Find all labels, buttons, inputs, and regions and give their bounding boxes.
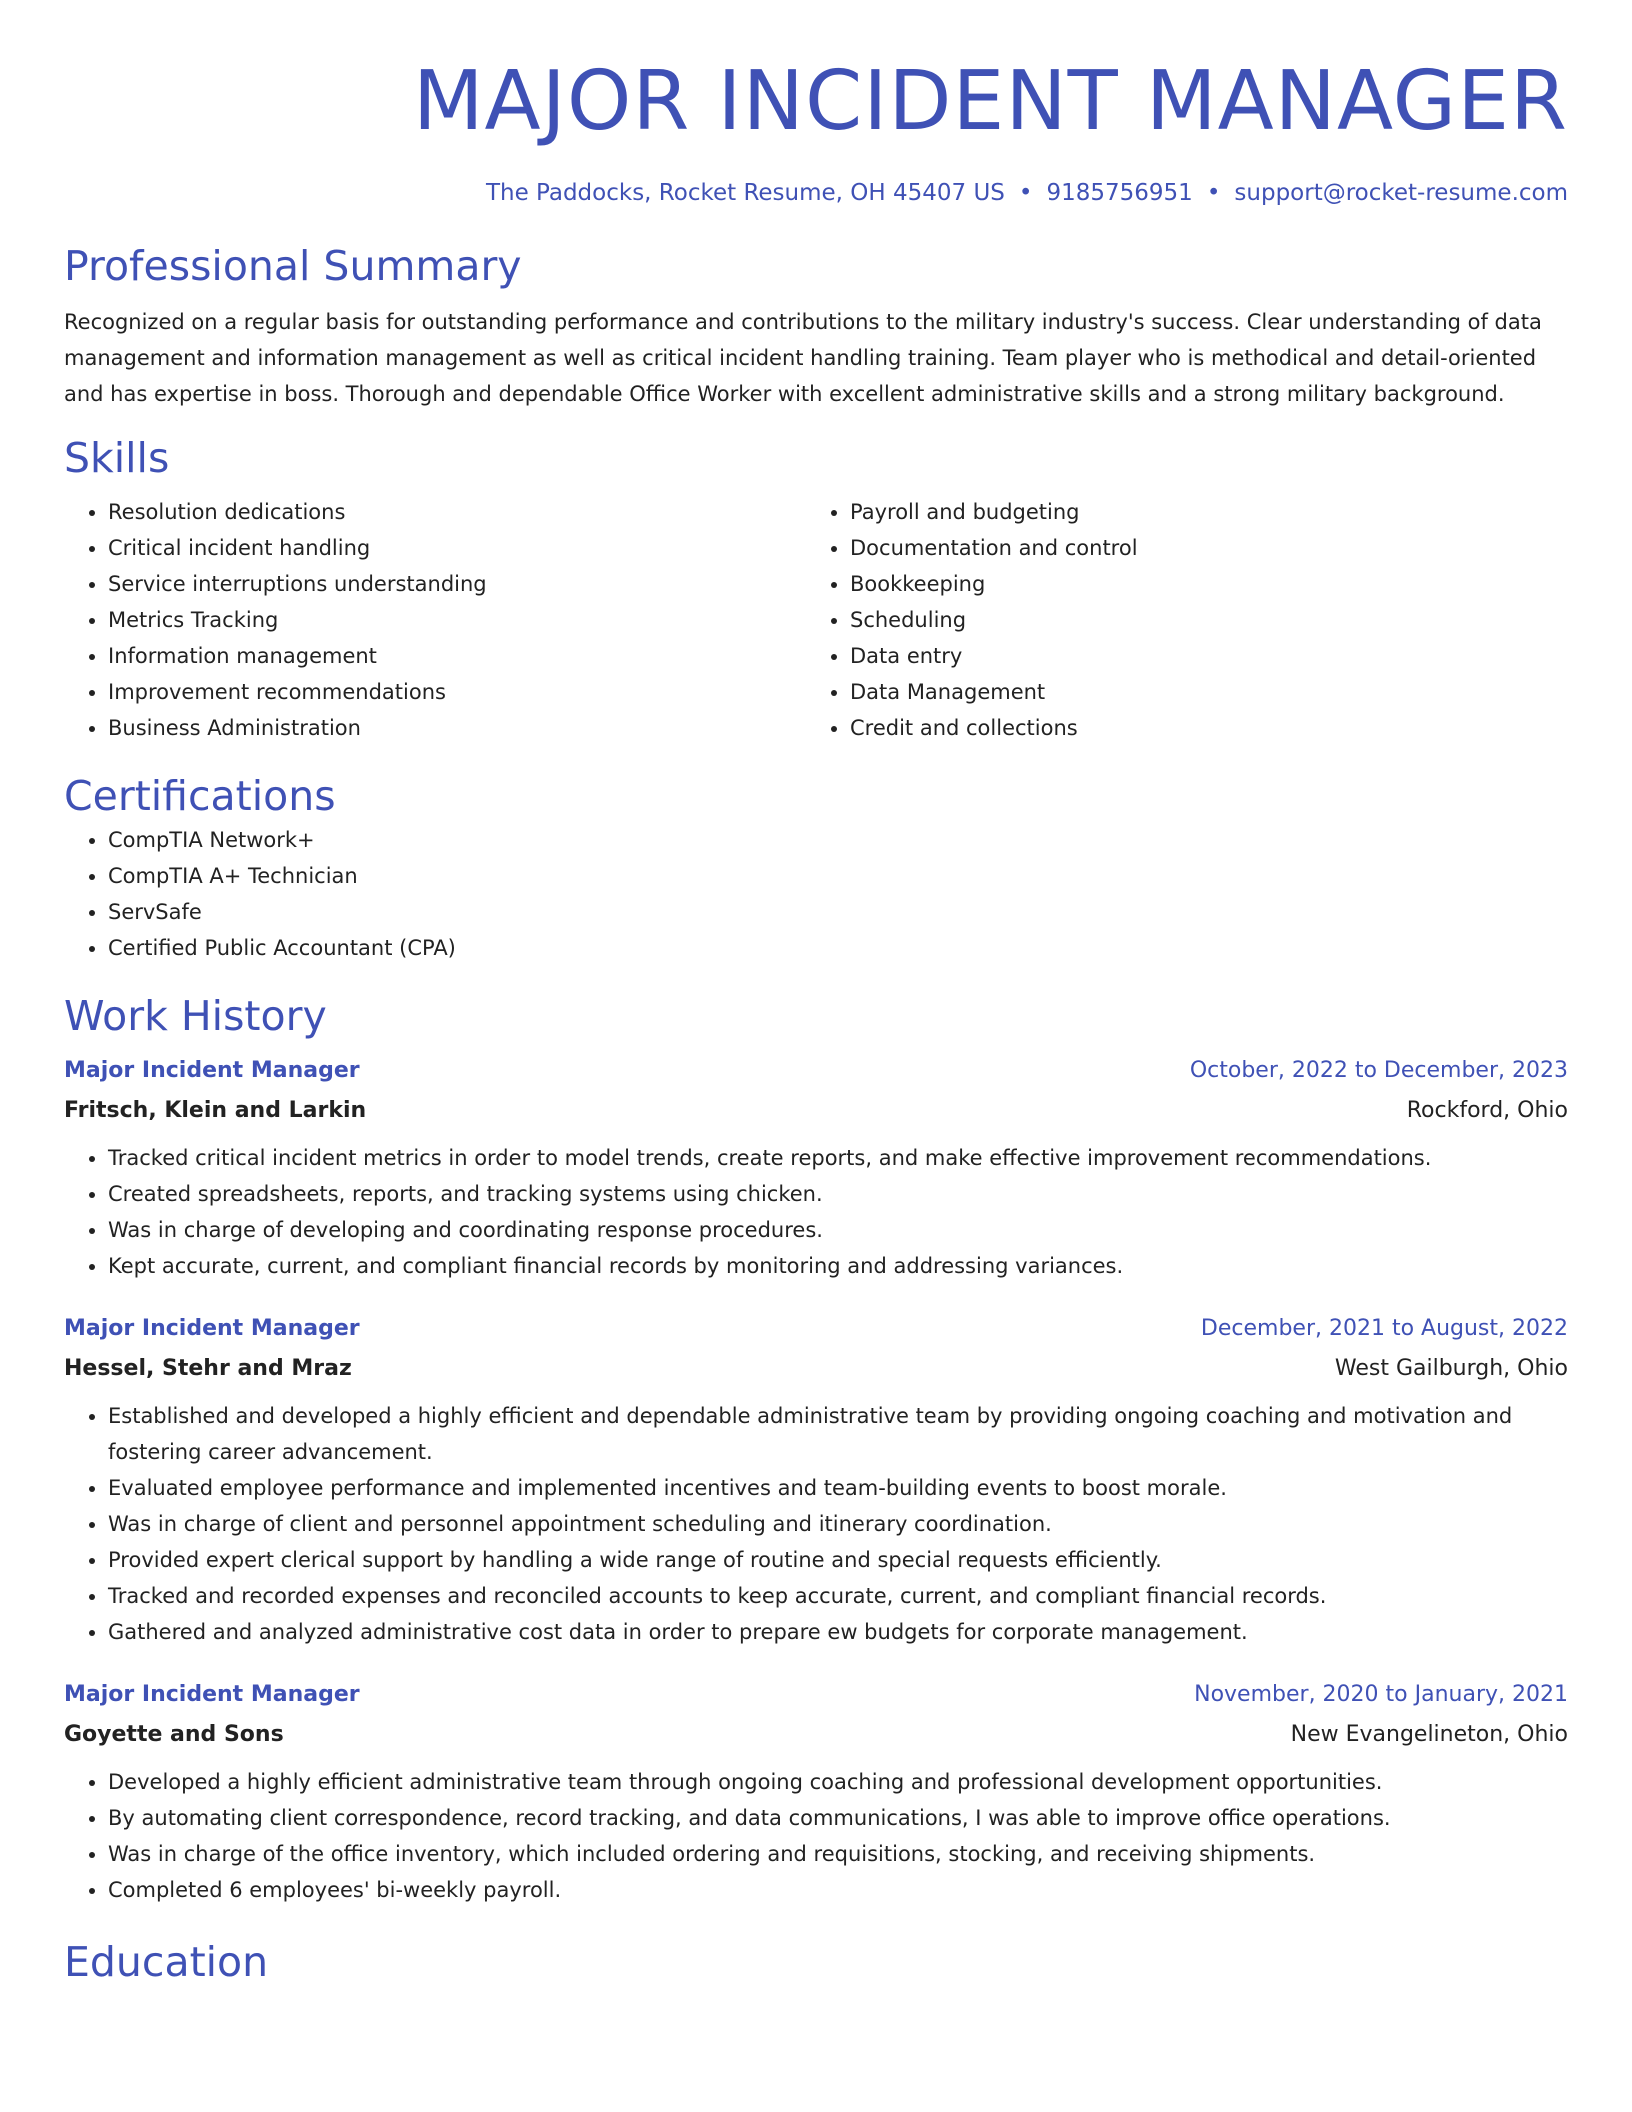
job-header (64, 1314, 1568, 1344)
job-entry (64, 1314, 1568, 1650)
job-bullet: • By automating client correspondence, record tracking, and data communications, I was able to improve office operations. (108, 1800, 1568, 1836)
skill-item: • Credit and collections (850, 710, 1548, 746)
job-bullets (64, 1764, 1568, 1908)
skills-column-left (64, 494, 806, 746)
job-subheader (64, 1720, 1568, 1750)
contact-address: The Paddocks, Rocket Resume, OH 45407 US (485, 180, 1005, 206)
skill-item: • Data entry (850, 638, 1548, 674)
job-bullet: • Established and developed a highly efficient and dependable administrative team by providing ongoing coaching and motivation and fostering career advancement. (108, 1398, 1568, 1470)
job-location: West Gailburgh, Ohio (1334, 1356, 1568, 1381)
job-company: Fritsch, Klein and Larkin (64, 1098, 367, 1123)
job-subheader (64, 1354, 1568, 1384)
job-bullet: • Provided expert clerical support by handling a wide range of routine and special requests efficiently. (108, 1542, 1568, 1578)
job-entry (64, 1056, 1568, 1284)
job-title: Major Incident Manager (64, 1682, 360, 1707)
certifications-list (64, 822, 1568, 966)
job-bullet: • Was in charge of client and personnel appointment scheduling and itinerary coordination. (108, 1506, 1568, 1542)
resume-page (64, 0, 1568, 1988)
section-title-skills: Skills (64, 434, 170, 482)
job-subheader (64, 1096, 1568, 1126)
section-title-work-history: Work History (64, 992, 327, 1040)
job-location: Rockford, Ohio (1406, 1098, 1568, 1123)
job-dates: December, 2021 to August, 2022 (1200, 1316, 1568, 1341)
skill-item: • Critical incident handling (108, 530, 806, 566)
skill-item: • Service interruptions understanding (108, 566, 806, 602)
job-header (64, 1056, 1568, 1086)
certification-item: • ServSafe (108, 894, 1568, 930)
job-company: Hessel, Stehr and Mraz (64, 1356, 352, 1381)
certification-item: • CompTIA A+ Technician (108, 858, 1568, 894)
job-bullets (64, 1140, 1568, 1284)
skill-item: • Resolution dedications (108, 494, 806, 530)
contact-phone: 9185756951 (1046, 180, 1193, 206)
job-entry (64, 1680, 1568, 1908)
job-bullet: • Was in charge of the office inventory, which included ordering and requisitions, stocking, and receiving shipments. (108, 1836, 1568, 1872)
skill-item: • Documentation and control (850, 530, 1548, 566)
resume-header (64, 0, 1568, 208)
job-bullet: • Was in charge of developing and coordinating response procedures. (108, 1212, 1568, 1248)
job-bullet: • Created spreadsheets, reports, and tracking systems using chicken. (108, 1176, 1568, 1212)
skills-list (64, 494, 1568, 746)
skill-item: • Business Administration (108, 710, 806, 746)
job-bullet: • Evaluated employee performance and implemented incentives and team-building events to boost morale. (108, 1470, 1568, 1506)
skill-item: • Metrics Tracking (108, 602, 806, 638)
job-dates: October, 2022 to December, 2023 (1189, 1058, 1568, 1083)
job-bullets (64, 1398, 1568, 1650)
section-title-summary: Professional Summary (64, 242, 522, 290)
contact-separator: • (1206, 180, 1221, 206)
section-title-education: Education (64, 1938, 269, 1986)
contact-email[interactable]: support@rocket-resume.com (1234, 180, 1568, 206)
section-title-certifications: Certifications (64, 772, 336, 820)
skill-item: • Data Management (850, 674, 1548, 710)
skill-item: • Information management (108, 638, 806, 674)
certification-item: • Certified Public Accountant (CPA) (108, 930, 1568, 966)
skill-item: • Scheduling (850, 602, 1548, 638)
job-bullet: • Tracked critical incident metrics in order to model trends, create reports, and make effective improvement recommendations. (108, 1140, 1568, 1176)
skill-item: • Bookkeeping (850, 566, 1548, 602)
certification-item: • CompTIA Network+ (108, 822, 1568, 858)
job-bullet: • Tracked and recorded expenses and reconciled accounts to keep accurate, current, and compliant financial records. (108, 1578, 1568, 1614)
job-title: Major Incident Manager (64, 1316, 360, 1341)
contact-line (64, 178, 1568, 208)
candidate-name: MAJOR INCIDENT MANAGER (412, 54, 1568, 149)
job-bullet: • Completed 6 employees' bi-weekly payroll. (108, 1872, 1568, 1908)
skill-item: • Payroll and budgeting (850, 494, 1548, 530)
job-header (64, 1680, 1568, 1710)
job-company: Goyette and Sons (64, 1722, 284, 1747)
job-bullet: • Developed a highly efficient administrative team through ongoing coaching and professional development opportunities. (108, 1764, 1568, 1800)
skills-column-right (806, 494, 1548, 746)
job-location: New Evangelineton, Ohio (1290, 1722, 1568, 1747)
job-dates: November, 2020 to January, 2021 (1194, 1682, 1568, 1707)
contact-separator: • (1018, 180, 1033, 206)
job-title: Major Incident Manager (64, 1058, 360, 1083)
skill-item: • Improvement recommendations (108, 674, 806, 710)
summary-text: Recognized on a regular basis for outstanding performance and contributions to the military industry's success. Clear understanding of data management and information management as well as critical incident handling training. Team player who is methodical and detail-oriented and has expertise in boss. Thorough and dependable Office Worker with excellent administrative skills and a strong military background. (64, 310, 1542, 406)
job-bullet: • Gathered and analyzed administrative cost data in order to prepare ew budgets for corporate management. (108, 1614, 1568, 1650)
job-bullet: • Kept accurate, current, and compliant financial records by monitoring and addressing variances. (108, 1248, 1568, 1284)
